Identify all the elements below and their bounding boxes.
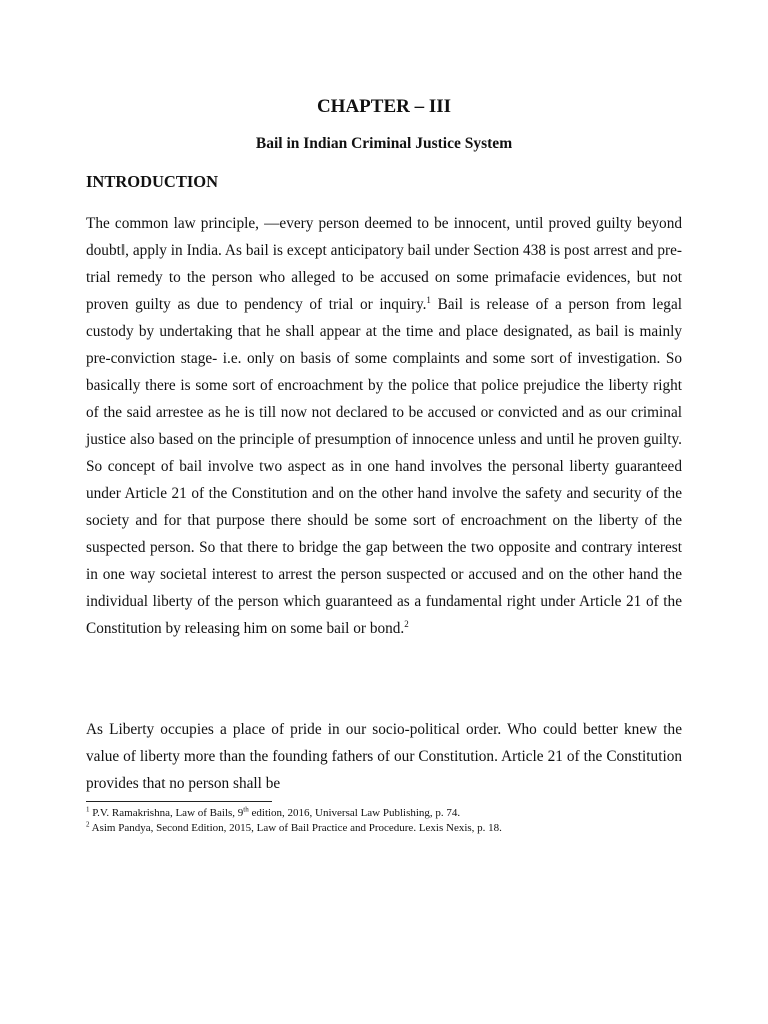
chapter-subtitle: Bail in Indian Criminal Justice System	[255, 135, 513, 152]
body-paragraph: As Liberty occupies a place of pride in our socio-political order. Who could better knew the value of liberty more than the founding fathers of our Constitution. Article 21 of the Constitution provides that no person shall be	[86, 721, 682, 792]
footnote-text: P.V. Ramakrishna, Law of Bails, 9	[89, 807, 244, 819]
chapter-title: CHAPTER – III	[316, 96, 452, 117]
section-heading: INTRODUCTION	[86, 172, 219, 191]
footnote-marker: 2	[86, 820, 90, 829]
body-paragraph	[86, 210, 682, 642]
footnote-reference: 2	[404, 618, 409, 629]
footnote-separator	[86, 801, 272, 802]
footnote-marker: 1	[86, 805, 90, 814]
footnote	[86, 806, 686, 821]
paragraph-text: The common law principle, ―every person deemed to be innocent, until proved guilty beyond doubt‖, apply in India. As bail is except anticipatory bail under Section 438 is post arrest and pre-trial remedy to the person who alleged to be accused on some primafacie evidences, but not proven guilty as due to pendency of trial or inquiry.	[86, 215, 682, 313]
footnote-text: Asim Pandya, Second Edition, 2015, Law of Bail Practice and Procedure. Lexis Nexis, p. 18.	[89, 822, 502, 834]
footnotes	[86, 806, 686, 836]
footnote-reference: 1	[426, 294, 431, 305]
footnote-text: edition, 2016, Universal Law Publishing, p. 74.	[248, 807, 461, 819]
footnote-superscript: th	[243, 805, 249, 814]
paragraph-text: Bail is release of a person from legal custody by undertaking that he shall appear at the time and place designated, as bail is mainly pre-conviction stage- i.e. only on basis of some complaints and some sort of investigation. So basically there is some sort of encroachment by the police that police prejudice the liberty right of the said arrestee as he is till now not declared to be accused or convicted and as our criminal justice also based on the principle of presumption of innocence unless and until he proven guilty. So concept of bail involve two aspect as in one hand involves the personal liberty guaranteed under Article 21 of the Constitution and on the other hand involve the safety and security of the society and for that purpose there should be some sort of encroachment on the liberty of the suspected person. So that there to bridge the gap between the two opposite and contrary interest in one way societal interest to arrest the person suspected or accused and on the other hand the individual liberty of the person which guaranteed as a fundamental right under Article 21 of the Constitution by releasing him on some bail or bond.	[86, 296, 682, 637]
footnote	[86, 821, 686, 836]
